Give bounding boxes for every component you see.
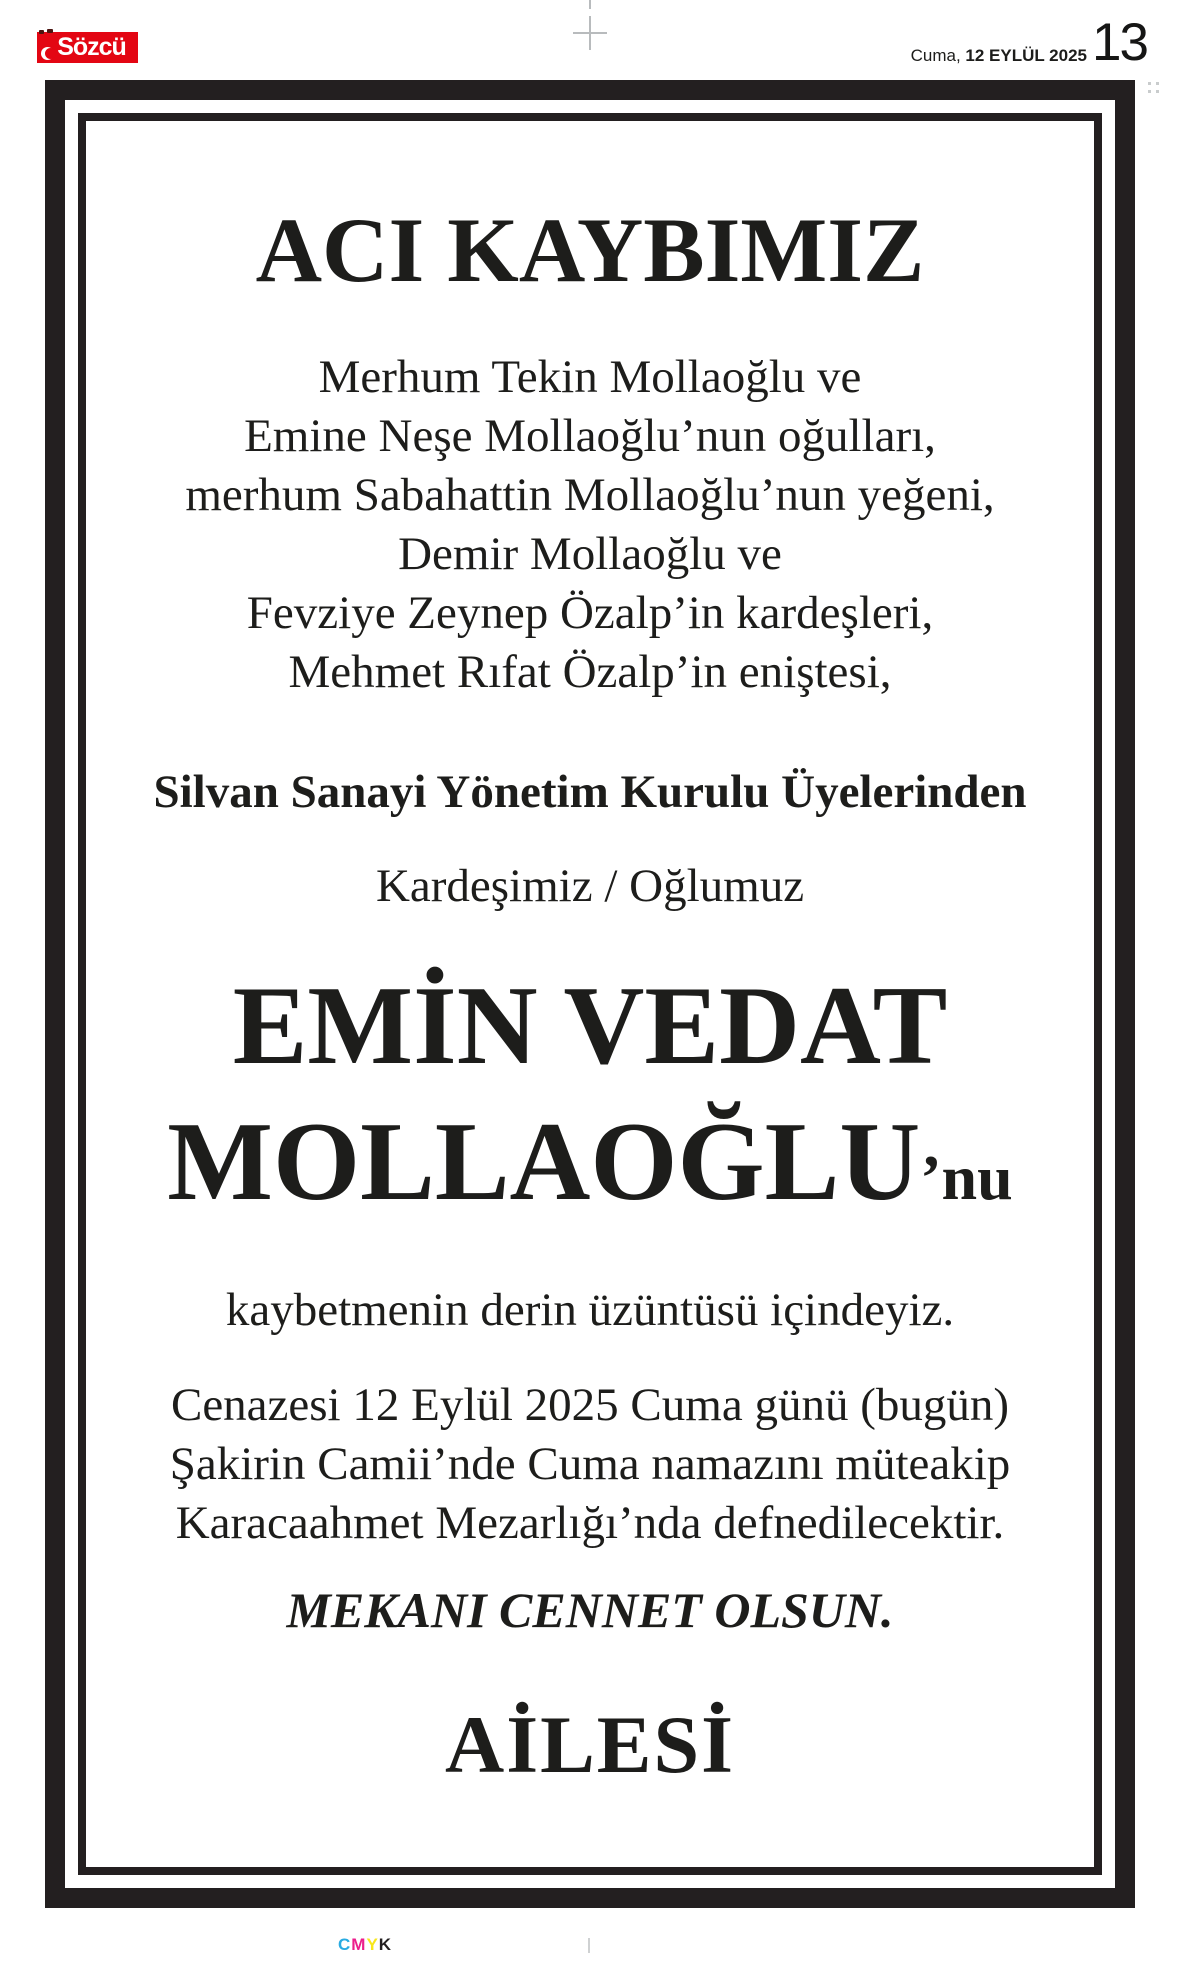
logo-detail-icon	[47, 29, 53, 33]
loss-statement: kaybetmenin derin üzüntüsü içindeyiz.	[225, 1284, 955, 1336]
logo-detail-icon	[39, 30, 44, 34]
cmyk-letter: Y	[366, 1935, 379, 1954]
funeral-line: Karacaahmet Mezarlığı’nda defnedilecektir.	[175, 1497, 1005, 1549]
registration-tick-top	[589, 0, 591, 9]
prayer-line: MEKANI CENNET OLSUN.	[286, 1582, 894, 1638]
relatives-line: merhum Sabahattin Mollaoğlu’nun yeğeni,	[185, 469, 995, 521]
obituary-title: ACI KAYBIMIZ	[255, 199, 925, 301]
registration-tick-bottom	[588, 1938, 590, 1953]
board-membership-line: Silvan Sanayi Yönetim Kurulu Üyelerinden	[153, 766, 1027, 818]
relatives-line: Emine Neşe Mollaoğlu’nun oğulları,	[244, 410, 936, 462]
family-signature: AİLESİ	[444, 1699, 736, 1790]
deceased-name-suffix: ’nu	[920, 1142, 1013, 1213]
relatives-line: Demir Mollaoğlu ve	[398, 528, 782, 580]
relatives-line: Mehmet Rıfat Özalp’in eniştesi,	[288, 646, 892, 698]
page-number: 13	[1092, 13, 1147, 72]
funeral-line: Şakirin Camii’nde Cuma namazını müteakip	[169, 1438, 1011, 1490]
cmyk-letter: C	[338, 1935, 352, 1954]
dateline-date: 12 EYLÜL 2025	[965, 46, 1087, 65]
registration-cross-icon	[589, 16, 591, 50]
deceased-name-line1: EMİN VEDAT	[232, 964, 948, 1088]
relatives-line: Fevziye Zeynep Özalp’in kardeşleri,	[246, 587, 934, 639]
cmyk-letter: M	[351, 1935, 367, 1954]
funeral-details	[45, 1376, 1135, 1553]
logo-text: Sözcü	[57, 33, 126, 61]
sozcu-logo	[37, 32, 138, 63]
deceased-name-line2	[45, 1094, 1135, 1246]
deceased-name	[45, 958, 1135, 1246]
cmyk-print-mark	[338, 1935, 392, 1955]
funeral-line: Cenazesi 12 Eylül 2025 Cuma günü (bugün)	[170, 1379, 1010, 1431]
relatives-line: Merhum Tekin Mollaoğlu ve	[318, 351, 862, 403]
registration-dots-icon	[1148, 82, 1151, 85]
relatives-paragraph	[45, 348, 1135, 702]
crescent-star-icon	[41, 47, 54, 60]
dateline-day: Cuma,	[910, 46, 961, 65]
cmyk-letter: K	[378, 1935, 393, 1954]
deceased-surname: MOLLAOĞLU	[167, 1100, 921, 1224]
relation-line: Kardeşimiz / Oğlumuz	[375, 860, 805, 912]
dateline	[911, 46, 1087, 66]
